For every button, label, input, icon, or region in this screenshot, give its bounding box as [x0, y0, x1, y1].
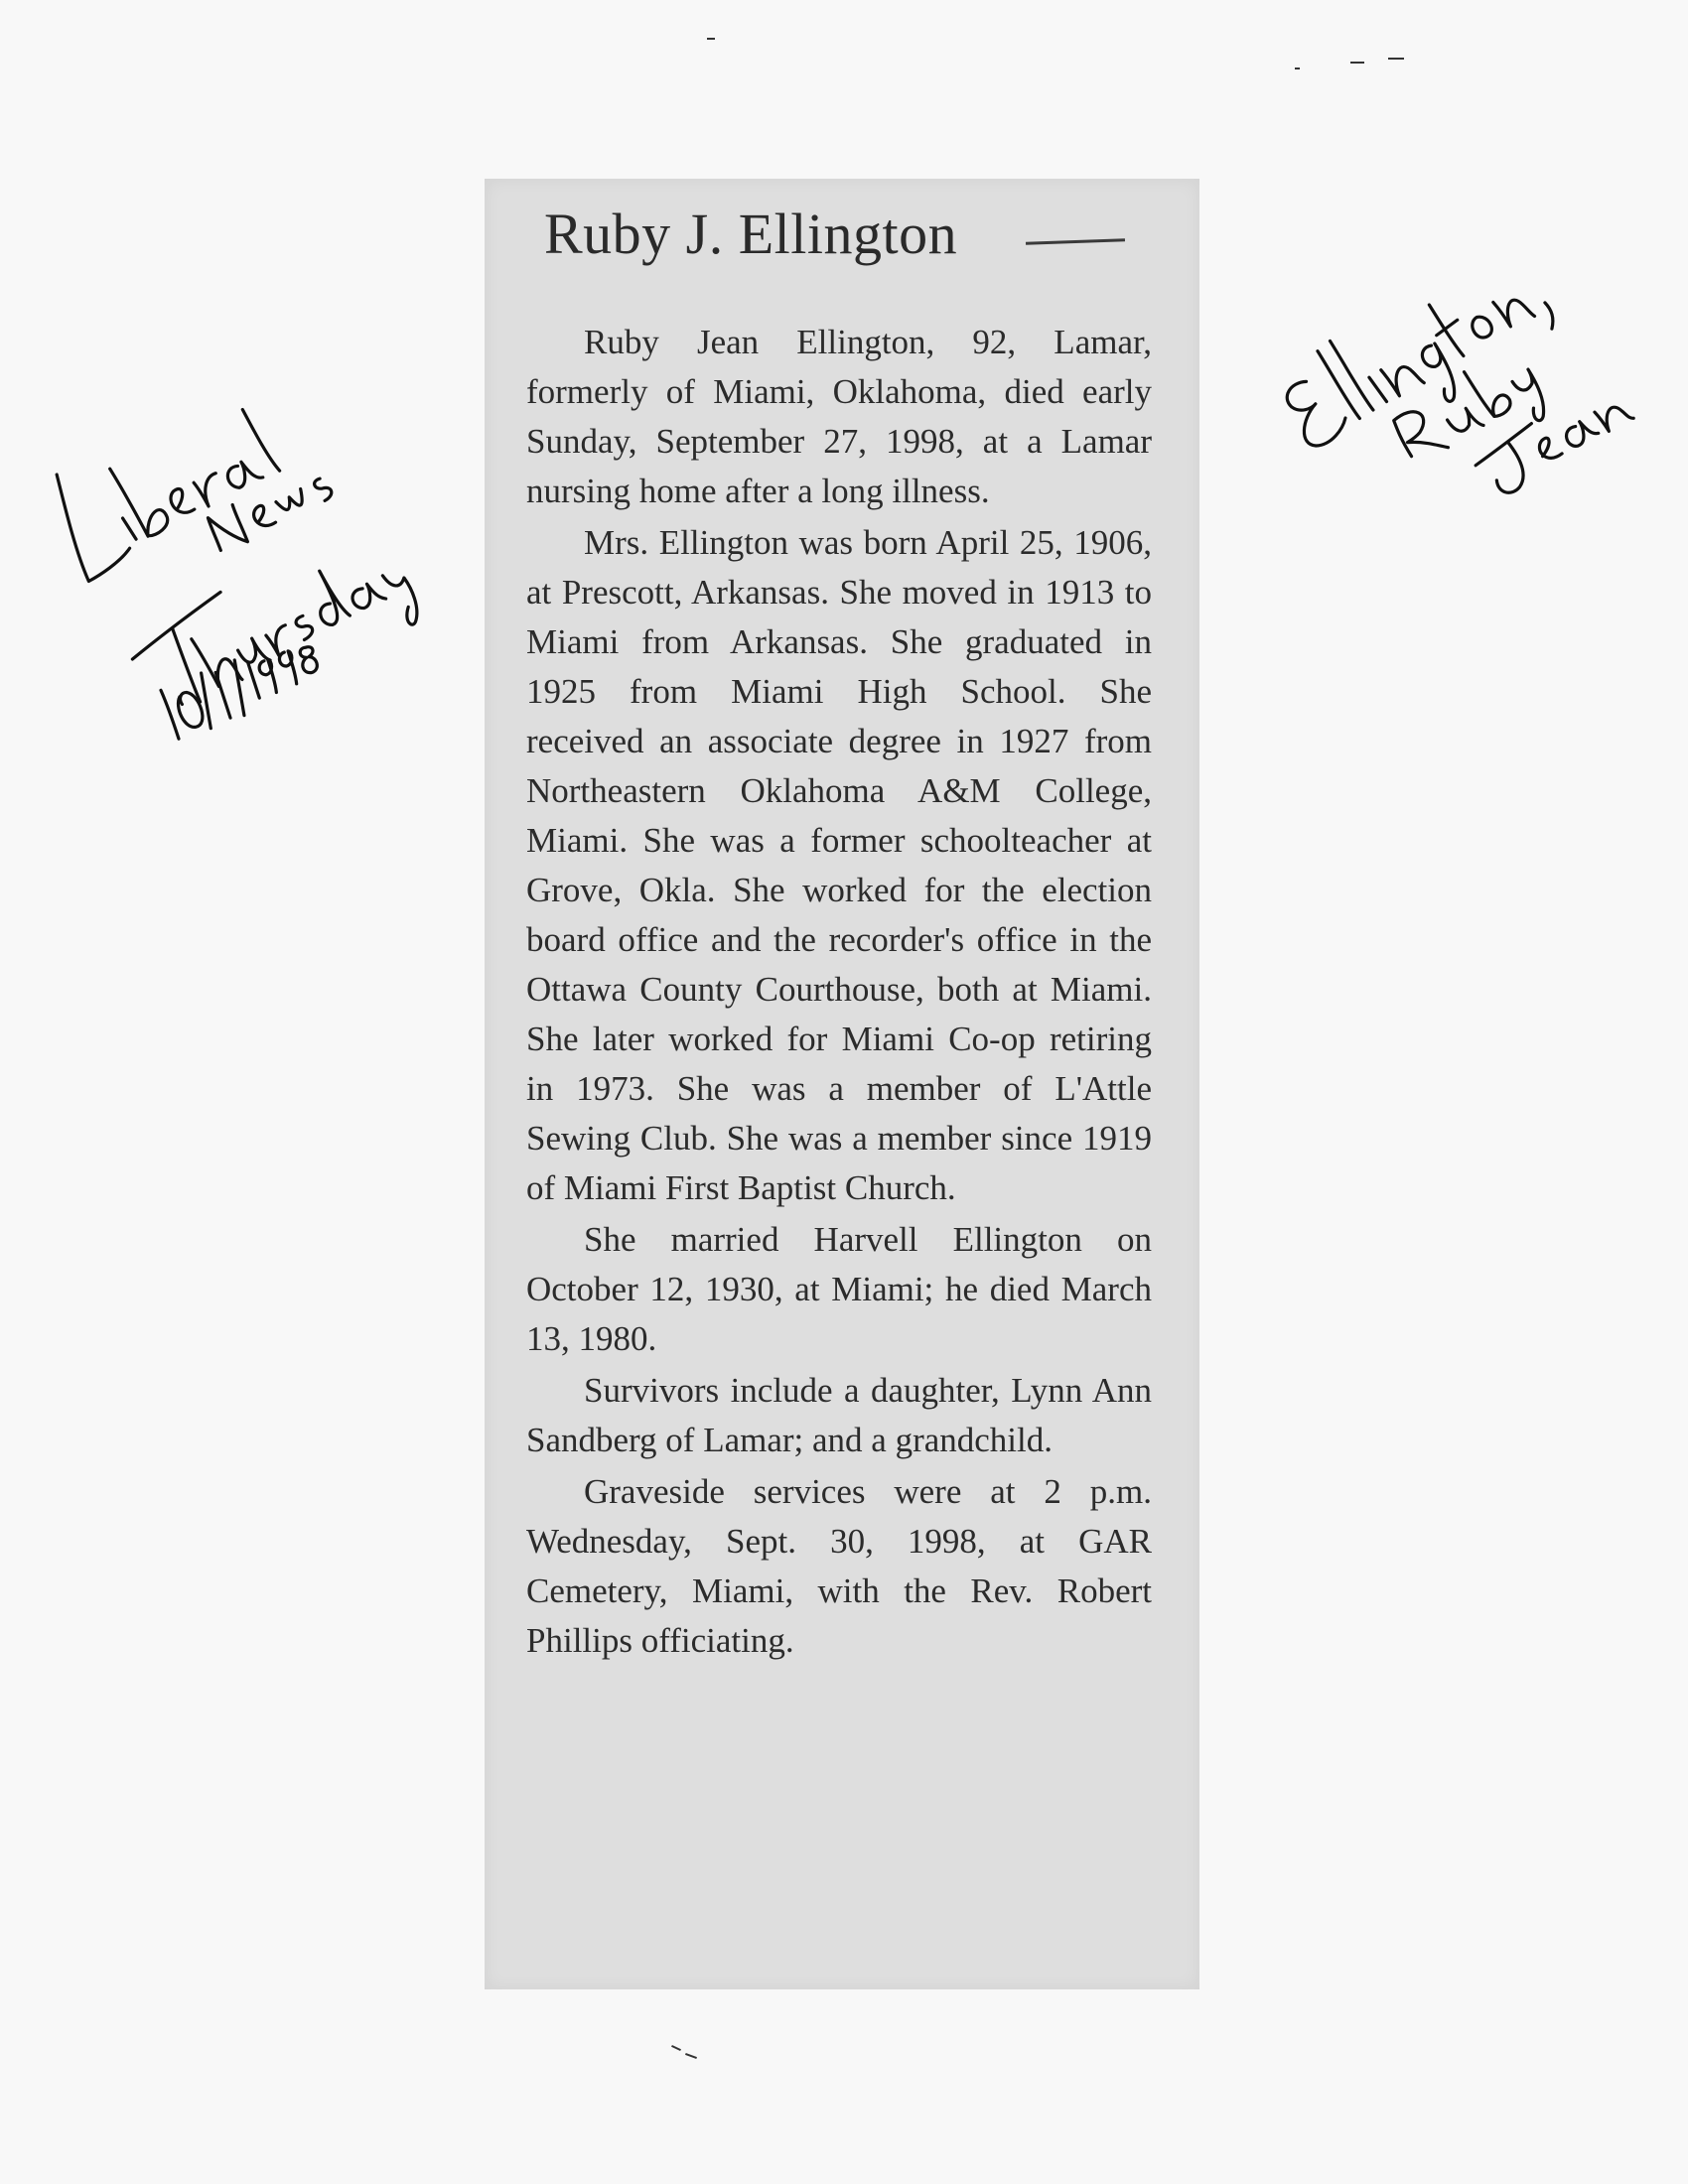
- handwritten-note-right: [1241, 199, 1599, 516]
- scan-speck: [671, 2045, 681, 2051]
- handwritten-note-left: [70, 367, 397, 725]
- scan-speck: [685, 2053, 697, 2059]
- scan-speck: [707, 38, 715, 40]
- handwritten-signature-left: [70, 367, 397, 725]
- scan-speck: [1388, 58, 1404, 60]
- obituary-paragraph: Ruby Jean Ellington, 92, Lamar, formerly of Miami, Oklahoma, died early Sunday, September 27, 1998, at a Lamar nursing home after a long illness.: [526, 323, 1152, 510]
- obituary-paragraph: Graveside services were at 2 p.m. Wednesday, Sept. 30, 1998, at GAR Cemetery, Miami, with the Rev. Robert Phillips officiating.: [526, 1472, 1152, 1660]
- obituary-title: Ruby J. Ellington: [544, 202, 958, 266]
- title-dash: [1026, 238, 1125, 244]
- scan-speck: [1350, 62, 1364, 64]
- obituary-body: [526, 318, 1152, 1666]
- scan-speck: [1295, 68, 1300, 69]
- obituary-paragraph: Survivors include a daughter, Lynn Ann Sandberg of Lamar; and a grandchild.: [526, 1371, 1152, 1459]
- handwritten-signature-right: [1241, 199, 1599, 516]
- obituary-paragraph: Mrs. Ellington was born April 25, 1906, at Prescott, Arkansas. She moved in 1913 to Miami from Arkansas. She graduated in 1925 from Miami High School. She received an associate degree in 1927 from Northeastern Oklahoma A&M College, Miami. She was a former schoolteacher at Grove, Okla. She worked for the election board office and the recorder's office in the Ottawa County Courthouse, both at Miami. She later worked for Miami Co-op retiring in 1973. She was a member of L'Attle Sewing Club. She was a member since 1919 of Miami First Baptist Church.: [526, 523, 1152, 1207]
- obituary-paragraph: She married Harvell Ellington on October 12, 1930, at Miami; he died March 13, 1980.: [526, 1220, 1152, 1358]
- obituary-clipping: [485, 179, 1199, 1989]
